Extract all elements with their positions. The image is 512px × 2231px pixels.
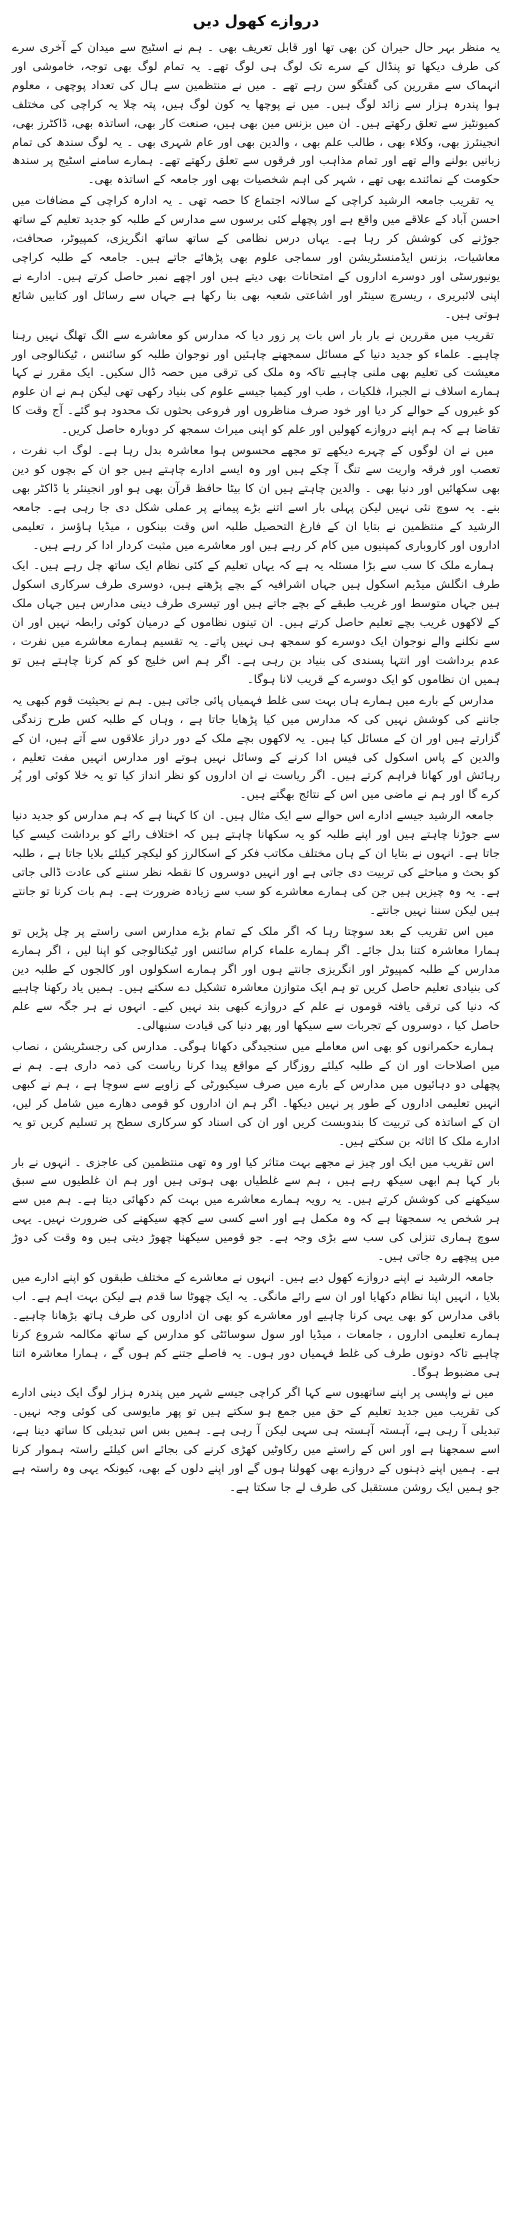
article-paragraph: یہ تقریب جامعہ الرشید کراچی کے سالانہ اجتماع کا حصہ تھی ۔ یہ ادارہ کراچی کے مضافات میں احسن آباد کے علاقے میں واقع ہے اور پچھلے کئی برسوں سے مدارس کے طلبہ کو جدید تعلیم کے ساتھ جوڑنے کی کوشش کر رہا ہے۔ یہاں درس نظامی کے ساتھ ساتھ انگریزی، کمپیوٹر، صحافت، معاشیات، بزنس ایڈمنسٹریشن اور سماجی علوم بھی پڑھائے جاتے ہیں۔ جامعہ کے طلبہ کراچی یونیورسٹی اور دوسرے اداروں کے امتحانات بھی دیتے ہیں اور اچھے نمبر حاصل کرتے ہیں۔ ادارے نے اپنی لائبریری ، ریسرچ سینٹر اور اشاعتی شعبہ بھی بنا رکھا ہے جہاں سے رسائل اور کتابیں شائع ہوتی ہیں۔ [12,193,500,321]
article-headline: دروازے کھول دیں [192,12,320,30]
article-paragraph: میں نے واپسی پر اپنے ساتھیوں سے کہا اگر کراچی جیسے شہر میں پندرہ ہزار لوگ ایک دینی ادارے کی تقریب میں جدید تعلیم کے حق میں جمع ہو سکتے ہیں تو پھر مایوسی کی کوئی وجہ نہیں۔ تبدیلی آ رہی ہے، آہستہ آہستہ ہی سہی لیکن آ رہی ہے۔ ہمیں بس اس تبدیلی کا ساتھ دینا ہے، اسے سمجھنا ہے اور اس کے راستے میں رکاوٹیں کھڑی کرنے کی بجائے اس کیلئے راستہ ہموار کرنا ہے۔ ہمیں اپنے ذہنوں کے دروازے بھی کھولنا ہوں گے اور اپنے دلوں کے بھی، کیونکہ یہی وہ راستہ ہے جو ہمیں ایک روشن مستقبل کی طرف لے جا سکتا ہے۔ [12,1385,500,1494]
article-paragraph: جامعہ الرشید جیسے ادارے اس حوالے سے ایک مثال ہیں۔ ان کا کہنا ہے کہ ہم مدارس کو جدید دنیا سے جوڑنا چاہتے ہیں اور اپنے طلبہ کو یہ سکھانا چاہتے ہیں کہ اختلاف رائے کو برداشت کیسے کیا جاتا ہے۔ انہوں نے بتایا ان کے ہاں مختلف مکاتب فکر کے اسکالرز کو لیکچر کیلئے بلایا جاتا ہے ، طلبہ کو بحث و مباحثے کی تربیت دی جاتی ہے اور انہیں دوسروں کا نقطہ نظر سننے کی عادت ڈالی جاتی ہے۔ یہ وہ چیزیں ہیں جن کی ہمارے معاشرے کو سب سے زیادہ ضرورت ہے۔ ہم بات کرنا تو جانتے ہیں لیکن سننا نہیں جانتے۔ [12,808,500,917]
article-paragraph: ہمارے ملک کا سب سے بڑا مسئلہ یہ ہے کہ یہاں تعلیم کے کئی نظام ایک ساتھ چل رہے ہیں۔ ایک طرف انگلش میڈیم اسکول ہیں جہاں اشرافیہ کے بچے پڑھتے ہیں، دوسری طرف سرکاری اسکول ہیں جہاں متوسط اور غریب طبقے کے بچے جاتے ہیں اور تیسری طرف دینی مدارس ہیں جہاں ملک کے لاکھوں غریب بچے تعلیم حاصل کرتے ہیں۔ ان تینوں نظاموں کے درمیان کوئی رابطہ نہیں اور ان سے نکلنے والے نوجوان ایک دوسرے کو سمجھ ہی نہیں پاتے۔ یہ تقسیم ہمارے معاشرے میں نفرت ، عدم برداشت اور انتہا پسندی کی بنیاد بن رہی ہے۔ اگر ہم اس خلیج کو کم کرنا چاہتے ہیں تو ہمیں ان نظاموں کو ایک دوسرے کے قریب لانا ہوگا۔ [12,558,501,686]
article-paragraph: میں نے ان لوگوں کے چہرے دیکھے تو مجھے محسوس ہوا معاشرہ بدل رہا ہے۔ لوگ اب نفرت ، تعصب اور فرقہ واریت سے تنگ آ چکے ہیں اور وہ ایسے ادارے چاہتے ہیں جو ان کے بچوں کو دین بھی سکھائیں اور دنیا بھی ۔ والدین چاہتے ہیں ان کا بیٹا حافظ قرآن بھی ہو اور انجینئر یا ڈاکٹر بھی بنے۔ یہ سوچ نئی نہیں لیکن پہلی بار اسے اتنے بڑے پیمانے پر عملی شکل دی جا رہی ہے۔ جامعہ الرشید کے منتظمین نے بتایا ان کے فارغ التحصیل طلبہ اس وقت بینکوں ، میڈیا ہاؤسز ، تعلیمی اداروں اور کاروباری کمپنیوں میں کام کر رہے ہیں اور معاشرے میں مثبت کردار ادا کر رہے ہیں۔ [12,443,500,552]
article-paragraph: اس تقریب میں ایک اور چیز نے مجھے بہت متاثر کیا اور وہ تھی منتظمین کی عاجزی ۔ انہوں نے بار بار کہا ہم ابھی سیکھ رہے ہیں ، ہم سے غلطیاں بھی ہوتی ہیں اور ہم ان غلطیوں سے سبق سیکھنے کی کوشش کرتے ہیں۔ یہ رویہ ہمارے معاشرے میں بہت کم دکھائی دیتا ہے۔ ہم میں سے ہر شخص یہ سمجھتا ہے کہ وہ مکمل ہے اور اسے کسی سے کچھ سیکھنے کی ضرورت نہیں۔ یہی سوچ ہماری تنزلی کی سب سے بڑی وجہ ہے۔ جو قومیں سیکھنا چھوڑ دیتی ہیں وہ وقت کی دوڑ میں پیچھے رہ جاتی ہیں۔ [12,1154,500,1264]
article-paragraph: مدارس کے بارے میں ہمارے ہاں بہت سی غلط فہمیاں پائی جاتی ہیں۔ ہم نے بحیثیت قوم کبھی یہ جاننے کی کوشش نہیں کی کہ مدارس میں کیا پڑھایا جاتا ہے ، وہاں کے طلبہ کس طرح زندگی گزارتے ہیں اور ان کے مسائل کیا ہیں۔ یہ لاکھوں بچے ملک کے دور دراز علاقوں سے آتے ہیں، ان کے والدین کے پاس اسکول کی فیس ادا کرنے کے وسائل نہیں ہوتے اور مدارس انہیں مفت تعلیم ، رہائش اور کھانا فراہم کرتے ہیں۔ اگر ریاست نے ان اداروں کو نظر انداز کیا تو یہ خلا کوئی اور پُر کرے گا اور ہم نے ماضی میں اس کے نتائج بھگتے ہیں۔ [12,692,500,802]
article-paragraph: یہ منظر بہر حال حیران کن بھی تھا اور قابل تعریف بھی ۔ ہم نے اسٹیج سے میدان کے آخری سرے کی طرف دیکھا تو پنڈال کے سرے تک لوگ ہی لوگ تھے۔ یہ تمام لوگ بھی توجہ، خاموشی اور انہماک سے مقررین کی گفتگو سن رہے تھے ۔ میں نے منتظمین سے ہال کی تعداد پوچھی ، معلوم ہوا پندرہ ہزار سے زائد لوگ ہیں۔ میں نے پوچھا یہ کون لوگ ہیں، پتہ چلا یہ کراچی کی مختلف کمیونٹیز سے تعلق رکھتے ہیں۔ ان میں بزنس مین بھی ہیں، صنعت کار بھی، اساتذہ بھی، ڈاکٹرز بھی، انجینئرز بھی، وکلاء بھی ، طالب علم بھی ، والدین بھی اور عام شہری بھی ۔ یہ لوگ سندھ کی تمام زبانیں بولنے والے تھے اور تمام مذاہب اور فرقوں سے تعلق رکھتے تھے۔ ہمارے سامنے اسٹیج پر سندھ حکومت کے نمائندے بھی تھے ، شہر کی اہم شخصیات بھی اور جامعہ کے اساتذہ بھی۔ [12,40,500,187]
article-paragraph: جامعہ الرشید نے اپنے دروازے کھول دیے ہیں۔ انہوں نے معاشرے کے مختلف طبقوں کو اپنے ادارے میں بلایا ، انہیں اپنا نظام دکھایا اور ان سے رائے مانگی۔ یہ ایک چھوٹا سا قدم ہے لیکن بہت اہم ہے۔ اب باقی مدارس کو بھی یہی کرنا چاہیے اور معاشرے کو بھی ان اداروں کی طرف ہاتھ بڑھانا چاہیے۔ ہمارے تعلیمی اداروں ، جامعات ، میڈیا اور سول سوسائٹی کو مدارس کے ساتھ مکالمہ شروع کرنا چاہیے تاکہ دونوں طرف کی غلط فہمیاں دور ہوں۔ یہ فاصلے جتنے کم ہوں گے ، ہمارا معاشرہ اتنا ہی مضبوط ہوگا۔ [12,1270,500,1379]
article-paragraph: میں اس تقریب کے بعد سوچتا رہا کہ اگر ملک کے تمام بڑے مدارس اسی راستے پر چل پڑیں تو ہمارا معاشرہ کتنا بدل جائے۔ اگر ہمارے علماء کرام سائنس اور ٹیکنالوجی کو اپنا لیں ، اگر ہمارے مدارس کے طلبہ کمپیوٹر اور انگریزی جانتے ہوں اور اگر ہمارے اسکولوں اور کالجوں کے طلبہ دین کی بنیادی تعلیم حاصل کریں تو ہم ایک متوازن معاشرہ تشکیل دے سکتے ہیں۔ ہمیں یاد رکھنا چاہیے کہ دنیا کی ترقی یافتہ قوموں نے علم کے دروازے کبھی بند نہیں کیے۔ انہوں نے ہر جگہ سے علم حاصل کیا ، دوسروں کے تجربات سے سیکھا اور پھر دنیا کی قیادت سنبھالی۔ [12,923,500,1033]
article-body [12,38,500,1497]
article-paragraph: ہمارے حکمرانوں کو بھی اس معاملے میں سنجیدگی دکھانا ہوگی۔ مدارس کی رجسٹریشن ، نصاب میں اصلاحات اور ان کے طلبہ کیلئے روزگار کے مواقع پیدا کرنا ریاست کی ذمہ داری ہے۔ ہم نے پچھلی دو دہائیوں میں مدارس کے بارے میں صرف سیکیورٹی کے زاویے سے سوچا ہے ، ہم نے کبھی انہیں تعلیمی اداروں کے طور پر نہیں دیکھا۔ اگر ہم ان اداروں کو قومی دھارے میں شامل کر لیں، ان کے اساتذہ کی تربیت کا بندوبست کریں اور ان کی اسناد کو سرکاری سطح پر تسلیم کریں تو یہ ادارے ملک کا اثاثہ بن سکتے ہیں۔ [12,1039,500,1148]
article-paragraph: تقریب میں مقررین نے بار بار اس بات پر زور دیا کہ مدارس کو معاشرے سے الگ تھلگ نہیں رہنا چاہیے۔ علماء کو جدید دنیا کے مسائل سمجھنے چاہئیں اور نوجوان طلبہ کو سائنس ، ٹیکنالوجی اور معیشت کی تعلیم بھی ملنی چاہیے تاکہ وہ ملک کی ترقی میں حصہ ڈال سکیں۔ ایک مقرر نے کہا ہمارے اسلاف نے الجبرا، فلکیات ، طب اور کیمیا جیسے علوم کی بنیاد رکھی تھی لیکن ہم نے ان علوم کو غیروں کے حوالے کر دیا اور خود صرف مناظروں اور فروعی بحثوں تک محدود ہو گئے۔ آج وقت کا تقاضا ہے کہ ہم اپنے دروازے کھولیں اور علم کو اپنی میراث سمجھ کر دوبارہ حاصل کریں۔ [12,327,500,437]
